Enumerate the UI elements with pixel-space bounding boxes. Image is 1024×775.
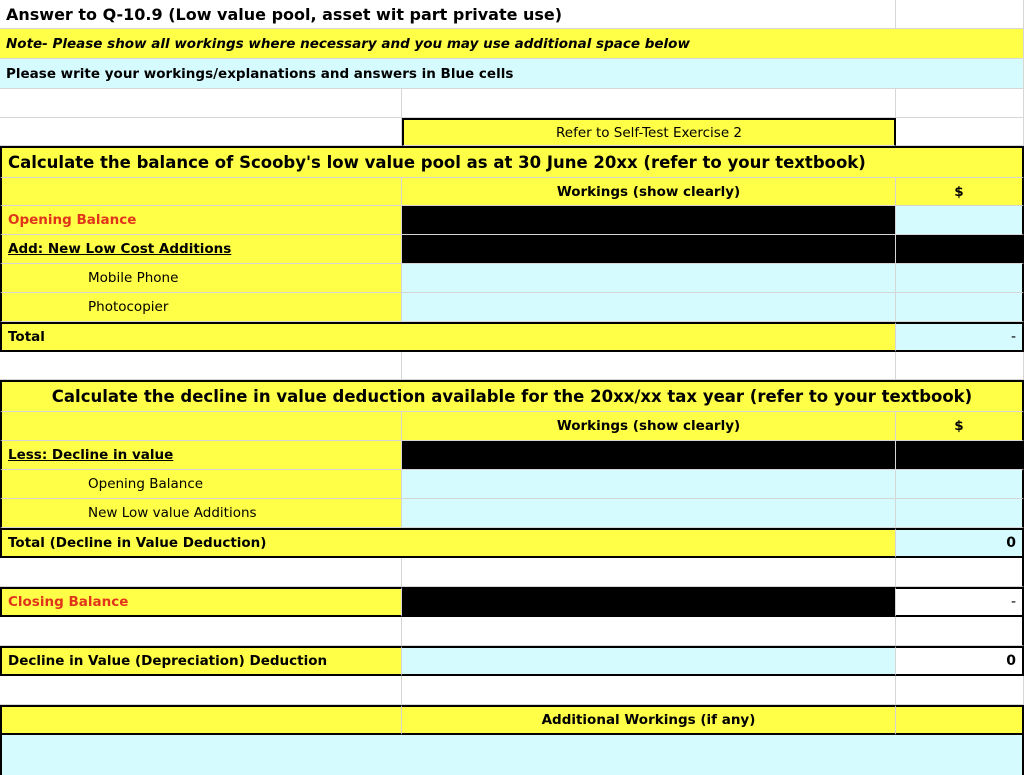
photocopier-workings[interactable] [402,293,896,322]
empty-cell[interactable] [896,352,1024,380]
empty-cell[interactable] [0,558,402,587]
section1-heading[interactable]: Calculate the balance of Scooby's low value pool as at 30 June 20xx (refer to your textbook) [0,146,1024,178]
decline-opening-amount[interactable] [896,470,1024,499]
title-cell[interactable]: Answer to Q-10.9 (Low value pool, asset wit part private use) [0,0,896,29]
row-additional-header [0,705,1024,735]
empty-cell[interactable] [896,617,1024,646]
empty-cell[interactable] [896,705,1024,735]
add-new-label[interactable]: Add: New Low Cost Additions [0,235,402,264]
empty-cell[interactable] [0,118,402,146]
row-deduction [0,646,1024,676]
empty-cell[interactable] [896,89,1024,118]
closing-balance-value[interactable]: - [896,587,1024,617]
row-additional-area [0,735,1024,775]
empty-cell[interactable] [896,676,1024,705]
deduction-value[interactable]: 0 [896,646,1024,676]
blocked-cell [402,206,896,235]
workings-header[interactable]: Workings (show clearly) [402,412,896,441]
new-additions-workings[interactable] [402,499,896,528]
row-blank [0,558,1024,587]
decline-opening-balance-label[interactable]: Opening Balance [0,470,402,499]
amount-header[interactable]: $ [896,412,1024,441]
empty-cell[interactable] [402,558,896,587]
new-additions-amount[interactable] [896,499,1024,528]
empty-cell[interactable] [0,705,402,735]
empty-cell[interactable] [896,558,1024,587]
row-section1-heading [0,146,1024,178]
instruction-cell[interactable]: Please write your workings/explanations and answers in Blue cells [0,59,1024,89]
amount-header[interactable]: $ [896,178,1024,206]
empty-cell[interactable] [402,676,896,705]
row-less-decline [0,441,1024,470]
closing-balance-label[interactable]: Closing Balance [0,587,402,617]
photocopier-amount[interactable] [896,293,1024,322]
section2-heading[interactable]: Calculate the decline in value deduction available for the 20xx/xx tax year (refer to your textbook) [0,380,1024,412]
note-cell[interactable]: Note- Please show all workings where necessary and you may use additional space below [0,29,1024,59]
empty-cell[interactable] [0,676,402,705]
row-mobile-phone [0,264,1024,293]
row-blank [0,89,1024,118]
blocked-cell [402,441,896,470]
total-value[interactable]: - [896,322,1024,352]
empty-cell[interactable] [0,412,402,441]
row-blank [0,617,1024,646]
empty-cell[interactable] [0,89,402,118]
row-section2-heading [0,380,1024,412]
empty-cell[interactable] [0,617,402,646]
new-additions-label[interactable]: New Low value Additions [0,499,402,528]
row-opening-balance [0,206,1024,235]
additional-workings-header[interactable]: Additional Workings (if any) [402,705,896,735]
row-section2-headers [0,412,1024,441]
additional-workings-area[interactable] [0,735,1024,775]
blocked-cell [896,441,1024,470]
total-decline-value[interactable]: 0 [896,528,1024,558]
total-decline-label[interactable]: Total (Decline in Value Deduction) [0,528,896,558]
row-photocopier [0,293,1024,322]
deduction-workings[interactable] [402,646,896,676]
row-title [0,0,1024,29]
blocked-cell [402,235,896,264]
mobile-phone-label[interactable]: Mobile Phone [0,264,402,293]
row-instruction [0,59,1024,89]
row-blank [0,352,1024,380]
row-refer [0,118,1024,146]
opening-balance-input[interactable] [896,206,1024,235]
row-new-additions [0,499,1024,528]
empty-cell[interactable] [402,89,896,118]
photocopier-label[interactable]: Photocopier [0,293,402,322]
refer-cell[interactable]: Refer to Self-Test Exercise 2 [402,118,896,146]
empty-cell[interactable] [0,352,402,380]
decline-opening-workings[interactable] [402,470,896,499]
row-section1-headers [0,178,1024,206]
empty-cell[interactable] [402,352,896,380]
mobile-phone-workings[interactable] [402,264,896,293]
blocked-cell [402,587,896,617]
blocked-cell [896,235,1024,264]
opening-balance-label[interactable]: Opening Balance [0,206,402,235]
deduction-label[interactable]: Decline in Value (Depreciation) Deduction [0,646,402,676]
workings-header[interactable]: Workings (show clearly) [402,178,896,206]
row-note [0,29,1024,59]
empty-cell[interactable] [896,0,1024,29]
less-decline-label[interactable]: Less: Decline in value [0,441,402,470]
row-closing-balance [0,587,1024,617]
row-blank [0,676,1024,705]
empty-cell[interactable] [0,178,402,206]
total-label[interactable]: Total [0,322,896,352]
empty-cell[interactable] [402,617,896,646]
mobile-phone-amount[interactable] [896,264,1024,293]
row-total-decline [0,528,1024,558]
row-total [0,322,1024,352]
row-add-new [0,235,1024,264]
empty-cell[interactable] [896,118,1024,146]
row-decline-opening-balance [0,470,1024,499]
